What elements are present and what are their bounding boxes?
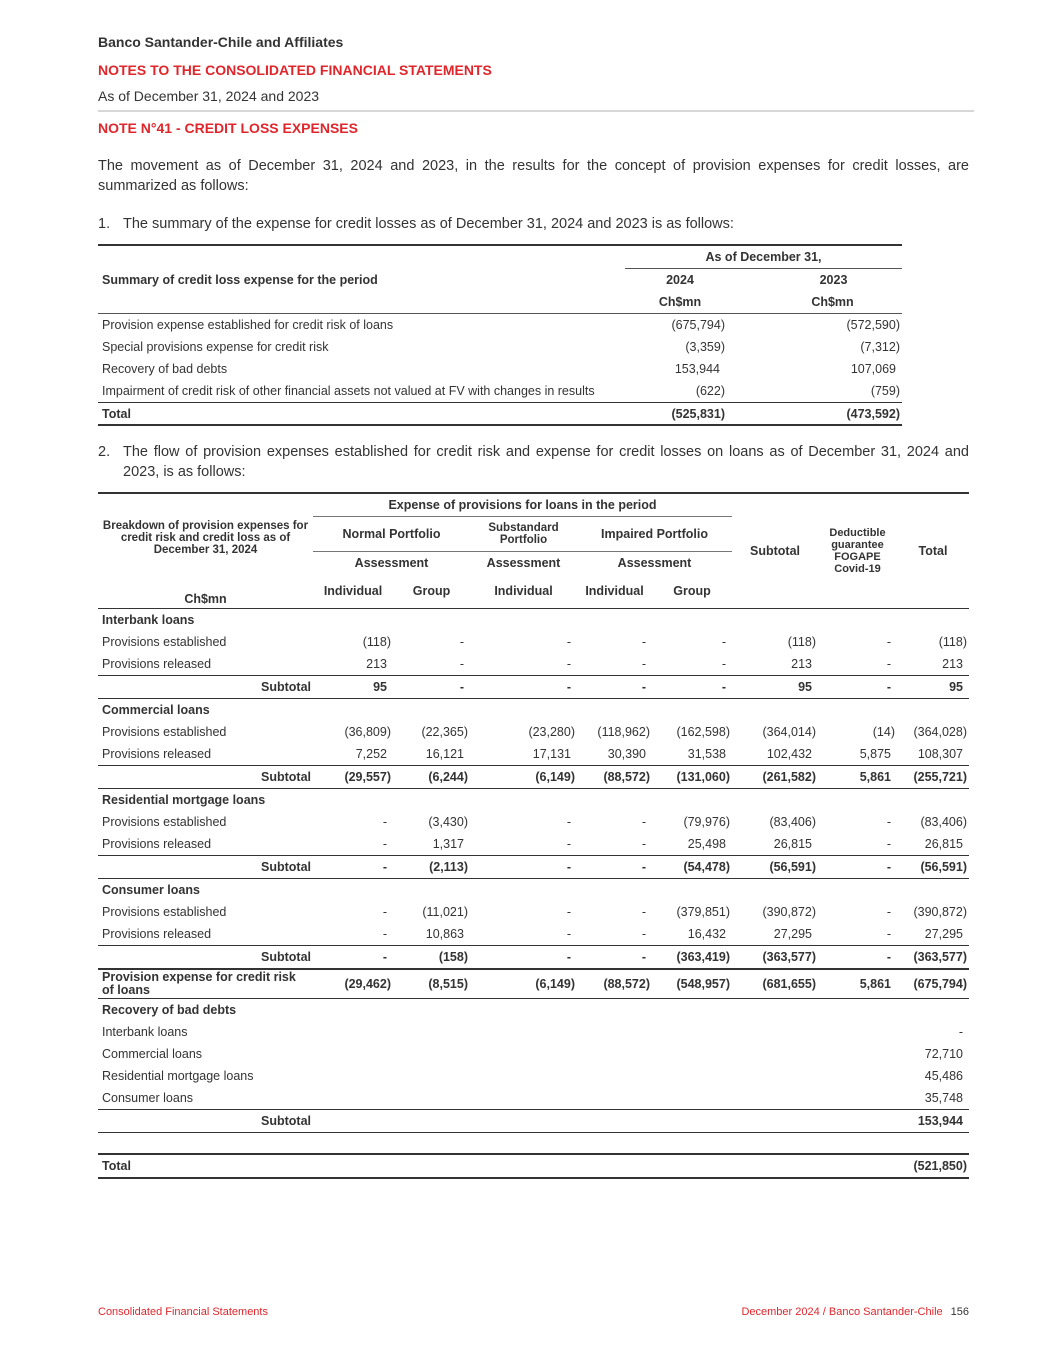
table1-unit-2023: Ch$mn xyxy=(763,291,902,314)
table1-row-label: Provision expense established for credit risk of loans xyxy=(102,318,394,332)
table2-recovery-label: Commercial loans xyxy=(102,1047,203,1061)
table2-subtotal-row-value: - xyxy=(470,946,577,970)
table2-row-value: 7,252 xyxy=(355,747,387,761)
table2-subtotal-row-value: (54,478) xyxy=(652,856,732,879)
table1-row-label: Special provisions expense for credit risk xyxy=(102,340,329,354)
table2-total-header: Total xyxy=(918,544,948,558)
table2-section-title-title: Residential mortgage loans xyxy=(102,793,266,807)
table2-row-value: (118) xyxy=(938,635,967,649)
table2-row-value: (83,406) xyxy=(769,815,816,829)
table2-row-value: (11,021) xyxy=(422,905,468,919)
table2-subtotal-row-value: 95 xyxy=(897,676,969,699)
table1-row-label: Impairment of credit risk of other financial assets not valued at FV with changes in results xyxy=(102,384,595,398)
table2-provision-expense-row-value: (6,149) xyxy=(470,969,577,999)
table2-row-value: (364,028) xyxy=(913,725,967,739)
table2-recovery-subtotal-label: Subtotal xyxy=(261,1114,311,1128)
table1-value-2024: (622) xyxy=(695,384,725,398)
table2-substandard-portfolio: Substandard Portfolio xyxy=(470,517,577,552)
table2-subtotal-row-label: Subtotal xyxy=(98,676,313,699)
table2-recovery-subtotal-value: 153,944 xyxy=(917,1114,963,1128)
table1-year-2024: 2024 xyxy=(666,273,694,287)
table2-col-group: Group xyxy=(673,584,711,598)
table2-row-value: - xyxy=(566,815,571,829)
table2-row-value: 108,307 xyxy=(917,747,963,761)
table2-row-value: (118,962) xyxy=(597,725,650,739)
table2-row-value: - xyxy=(641,657,646,671)
table2-row-value: 10,863 xyxy=(425,927,464,941)
table2-subtotal-row-value: - xyxy=(577,856,652,879)
table2-section-title-title: Consumer loans xyxy=(102,883,200,897)
header-divider xyxy=(98,110,974,112)
table2-subtotal-row-value: - xyxy=(577,946,652,970)
table2-recovery-row xyxy=(98,1065,969,1087)
table2-row xyxy=(98,743,969,766)
table2-subtotal-row-value: (363,419) xyxy=(652,946,732,970)
table2-subtotal-row-value: (363,577) xyxy=(897,946,969,970)
table2-row-label: Provisions established xyxy=(102,905,227,919)
item-1 xyxy=(98,214,969,234)
table2-subtotal-header: Subtotal xyxy=(750,544,800,558)
table2-recovery-row xyxy=(98,1021,969,1043)
table1-row xyxy=(98,380,902,403)
table2-row xyxy=(98,833,969,856)
table2-subtotal-row xyxy=(98,946,969,970)
table1-unit-2024: Ch$mn xyxy=(625,291,763,314)
table2-row-value: (14) xyxy=(872,725,895,739)
company-name: Banco Santander-Chile and Affiliates xyxy=(98,34,344,50)
table2-subtotal-row-value: (158) xyxy=(393,946,470,970)
credit-loss-summary-table xyxy=(98,244,902,426)
table2-recovery-value: 35,748 xyxy=(897,1087,969,1110)
table2-subtotal-row-value: - xyxy=(313,946,393,970)
table2-row-value: - xyxy=(382,905,387,919)
table2-recovery-value: 45,486 xyxy=(924,1069,963,1083)
table2-total-label: Total xyxy=(98,1154,897,1178)
table1-group-header: As of December 31, xyxy=(625,245,902,269)
table2-provision-expense-row-value: (548,957) xyxy=(652,969,732,999)
table2-subtotal-row-value: (2,113) xyxy=(393,856,470,879)
table1-title: Summary of credit loss expense for the period xyxy=(102,272,378,287)
table2-col-individual: Individual xyxy=(585,584,644,598)
table2-row-value: 213 xyxy=(366,657,387,671)
table2-row-value: (162,598) xyxy=(676,725,730,739)
table1-total-label: Total xyxy=(98,403,625,426)
table2-row-label: Provisions released xyxy=(102,927,212,941)
table2-subtotal-row-value: - xyxy=(393,676,470,699)
as-of-date: As of December 31, 2024 and 2023 xyxy=(98,88,320,104)
table2-subtotal-row-value: (363,577) xyxy=(732,946,818,970)
page-number: 156 xyxy=(950,1306,969,1318)
table2-subtotal-row-value: (131,060) xyxy=(652,766,732,789)
table2-provision-expense-row-value: (675,794) xyxy=(897,969,969,999)
table2-row-value: 5,875 xyxy=(859,747,891,761)
table2-assessment-impaired: Assessment xyxy=(617,556,692,570)
table1-value-2023: (759) xyxy=(870,384,900,398)
table2-recovery-label: Residential mortgage loans xyxy=(102,1069,254,1083)
table2-subtotal-row-label: Subtotal xyxy=(98,856,313,879)
table2-row-value: - xyxy=(382,837,387,851)
item-1-text: The summary of the expense for credit losses as of December 31, 2024 and 2023 is as follows: xyxy=(123,216,734,232)
table2-row-value: 16,432 xyxy=(687,927,726,941)
table2-row-value: - xyxy=(566,927,571,941)
item-1-number: 1. xyxy=(98,216,111,232)
table2-subtotal-row-value: (255,721) xyxy=(897,766,969,789)
item-2-number: 2. xyxy=(98,444,111,460)
table2-row-value: - xyxy=(566,905,571,919)
item-2-text: The flow of provision expenses established for credit risk and expense for credit losses on loans as of December 31, 2024 and 2023, is as follows: xyxy=(123,444,969,480)
table2-row-value: 26,815 xyxy=(773,837,812,851)
table2-recovery-title-title: Recovery of bad debts xyxy=(102,1003,237,1017)
table1-header-row-1 xyxy=(98,245,902,269)
table2-row-value: 102,432 xyxy=(766,747,812,761)
table2-row-value: 25,498 xyxy=(687,837,726,851)
table2-recovery-subtotal-row xyxy=(98,1110,969,1133)
table2-col-group: Group xyxy=(412,584,451,598)
table2-row-value: 30,390 xyxy=(607,747,646,761)
table2-row-value: (390,872) xyxy=(913,905,967,919)
table2-recovery-label: Interbank loans xyxy=(102,1025,188,1039)
footer-right-text: December 2024 / Banco Santander-Chile xyxy=(741,1306,943,1318)
table2-subtotal-row-value: (6,244) xyxy=(393,766,470,789)
table2-row-value: - xyxy=(641,815,646,829)
item-2 xyxy=(98,442,969,482)
table2-row-value: - xyxy=(459,635,464,649)
table2-row-value: 26,815 xyxy=(924,837,963,851)
table2-row-value: - xyxy=(886,815,891,829)
table2-provision-expense-row-value: (681,655) xyxy=(732,969,818,999)
table2-row-value: - xyxy=(721,635,726,649)
table2-row-value: (3,430) xyxy=(428,815,468,829)
table2-recovery-label: Consumer loans xyxy=(98,1087,897,1110)
table2-section-title xyxy=(98,879,969,902)
table2-subtotal-row-value: (56,591) xyxy=(897,856,969,879)
table2-row-value: - xyxy=(721,657,726,671)
table2-row xyxy=(98,653,969,676)
table2-body xyxy=(98,609,969,1179)
table2-row-value: - xyxy=(641,837,646,851)
table2-recovery-value: - xyxy=(958,1025,963,1039)
table2-section-title xyxy=(98,699,969,722)
table1-value-2024: (3,359) xyxy=(685,340,725,354)
table2-row-label: Provisions released xyxy=(102,837,212,851)
table2-subtotal-row-value: (261,582) xyxy=(732,766,818,789)
table2-row-value: (118) xyxy=(787,635,816,649)
table2-subtotal-row xyxy=(98,676,969,699)
table2-subtotal-row-value: - xyxy=(470,676,577,699)
table2-subtotal-row-value: - xyxy=(818,676,897,699)
table2-recovery-value: 72,710 xyxy=(924,1047,963,1061)
table2-recovery-row xyxy=(98,1043,969,1065)
table2-row-value: (364,014) xyxy=(762,725,816,739)
table2-row xyxy=(98,631,969,653)
table2-provision-expense-row-label: Provision expense for credit risk of loans xyxy=(98,969,313,999)
table2-row-value: (118) xyxy=(362,635,391,649)
table2-row-label: Provisions released xyxy=(102,657,212,671)
table1-year-2023: 2023 xyxy=(819,273,848,287)
table2-row-value: - xyxy=(566,657,571,671)
table2-row-value: - xyxy=(641,905,646,919)
table2-row xyxy=(98,811,969,833)
table2-expense-header: Expense of provisions for loans in the period xyxy=(313,493,732,517)
table2-subtotal-row-value: - xyxy=(818,856,897,879)
table2-subtotal-row-value: - xyxy=(652,676,732,699)
table2-row-value: - xyxy=(886,657,891,671)
table2-subtotal-row-value: 95 xyxy=(732,676,818,699)
table2-row-value: - xyxy=(886,905,891,919)
table2-row-value: - xyxy=(886,635,891,649)
table2-gap-row xyxy=(98,1133,969,1155)
table1-row xyxy=(98,336,902,358)
table2-row-value: 17,131 xyxy=(532,747,571,761)
table2-row-value: (23,280) xyxy=(528,725,575,739)
table2-row-value: (379,851) xyxy=(676,905,730,919)
table2-row-value: 213 xyxy=(942,657,963,671)
table2-section-title-title: Commercial loans xyxy=(102,703,210,717)
table2-provision-expense-row-value: (29,462) xyxy=(313,969,393,999)
table2-subtotal-row xyxy=(98,856,969,879)
table2-total-row xyxy=(98,1154,969,1178)
table1-total-row xyxy=(98,403,902,426)
table2-section-title xyxy=(98,609,969,632)
table2-recovery-spacer xyxy=(313,1110,897,1133)
table1-row-label: Recovery of bad debts xyxy=(102,362,228,376)
table2-row-value: - xyxy=(566,837,571,851)
table2-subtotal-row-value: - xyxy=(577,676,652,699)
notes-title: NOTES TO THE CONSOLIDATED FINANCIAL STATEMENTS xyxy=(98,62,492,78)
table2-gap-cell xyxy=(98,1133,969,1155)
table2-subtotal-row-value: - xyxy=(470,856,577,879)
table1-row xyxy=(98,358,902,380)
table1-value-2023: 107,069 xyxy=(850,362,896,376)
table2-row xyxy=(98,901,969,923)
table2-row-label: Provisions established xyxy=(102,635,227,649)
table2-row-value: 31,538 xyxy=(687,747,726,761)
table2-subtotal-row-label: Subtotal xyxy=(98,946,313,970)
table2-row-header: Breakdown of provision expenses for credit risk and credit loss as of December 31, 2024 xyxy=(102,520,309,556)
table2-provision-expense-row-value: (88,572) xyxy=(577,969,652,999)
table1-value-2023: (572,590) xyxy=(846,318,900,332)
table2-subtotal-row-value: (88,572) xyxy=(577,766,652,789)
table2-row xyxy=(98,721,969,743)
document-page xyxy=(98,0,969,1365)
table2-provision-expense-row-value: 5,861 xyxy=(818,969,897,999)
table2-subtotal-row-value: 5,861 xyxy=(818,766,897,789)
table2-row-value: 27,295 xyxy=(773,927,812,941)
table1-value-2024: (675,794) xyxy=(671,318,725,332)
table2-recovery-title xyxy=(98,999,969,1022)
table2-subtotal-row-value: (56,591) xyxy=(732,856,818,879)
table2-row-value: - xyxy=(886,927,891,941)
note-title: NOTE N°41 - CREDIT LOSS EXPENSES xyxy=(98,120,358,136)
table2-col-individual: Individual xyxy=(494,584,553,598)
table2-provision-expense-row-value: (8,515) xyxy=(393,969,470,999)
footer-left: Consolidated Financial Statements xyxy=(98,1306,268,1318)
table2-unit: Ch$mn xyxy=(184,592,227,606)
table2-assessment-normal: Assessment xyxy=(354,556,429,570)
table2-row-value: - xyxy=(641,635,646,649)
table2-section-title xyxy=(98,789,969,812)
table2-row-value: (390,872) xyxy=(762,905,816,919)
table2-subtotal-row-label: Subtotal xyxy=(98,766,313,789)
table2-row-label: Provisions established xyxy=(102,725,227,739)
table2-header-row-1 xyxy=(98,493,969,517)
table2-row-value: (79,976) xyxy=(683,815,730,829)
table2-row-value: (22,365) xyxy=(421,725,468,739)
table1-row xyxy=(98,314,902,337)
table2-deductible-header: Deductible guarantee FOGAPE Covid-19 xyxy=(829,527,886,575)
table2-subtotal-row-value: (6,149) xyxy=(470,766,577,789)
table2-subtotal-row-value: (29,557) xyxy=(313,766,393,789)
table2-subtotal-row-value: - xyxy=(818,946,897,970)
table2-row-value: 1,317 xyxy=(432,837,464,851)
table2-col-individual: Individual xyxy=(323,584,383,598)
table2-row-value: - xyxy=(641,927,646,941)
table2-row-label: Provisions established xyxy=(102,815,227,829)
table2-row-label: Provisions released xyxy=(102,747,212,761)
table2-subtotal-row-value: 95 xyxy=(313,676,393,699)
table1-value-2023: (7,312) xyxy=(860,340,900,354)
table2-row-value: 16,121 xyxy=(425,747,464,761)
table2-impaired-portfolio: Impaired Portfolio xyxy=(577,517,732,552)
table2-row-value: (83,406) xyxy=(920,815,967,829)
table2-row-value: - xyxy=(382,815,387,829)
table2-provision-expense-row xyxy=(98,969,969,999)
table2-row-value: - xyxy=(566,635,571,649)
table2-row-value: (36,809) xyxy=(344,725,391,739)
table2-assessment-substandard: Assessment xyxy=(486,556,561,570)
provision-flow-table xyxy=(98,492,969,1179)
table2-row-value: - xyxy=(886,837,891,851)
table1-value-2024: 153,944 xyxy=(674,362,720,376)
intro-paragraph: The movement as of December 31, 2024 and 2023, in the results for the concept of provision expenses for credit losses, are summarized as follows: xyxy=(98,158,969,194)
table2-row-value: 27,295 xyxy=(924,927,963,941)
footer-right xyxy=(741,1306,969,1318)
table2-recovery-row xyxy=(98,1087,969,1110)
table2-total-value: (521,850) xyxy=(897,1154,969,1178)
table2-normal-portfolio: Normal Portfolio xyxy=(313,517,470,552)
table2-row-value: 213 xyxy=(791,657,812,671)
table2-row-value: - xyxy=(382,927,387,941)
table1-total-2024: (525,831) xyxy=(625,403,763,426)
table2-subtotal-row-value: - xyxy=(313,856,393,879)
table1-total-2023: (473,592) xyxy=(763,403,902,426)
table2-row xyxy=(98,923,969,946)
table2-section-title-title: Interbank loans xyxy=(102,613,195,627)
table2-row-value: - xyxy=(459,657,464,671)
table2-subtotal-row xyxy=(98,766,969,789)
